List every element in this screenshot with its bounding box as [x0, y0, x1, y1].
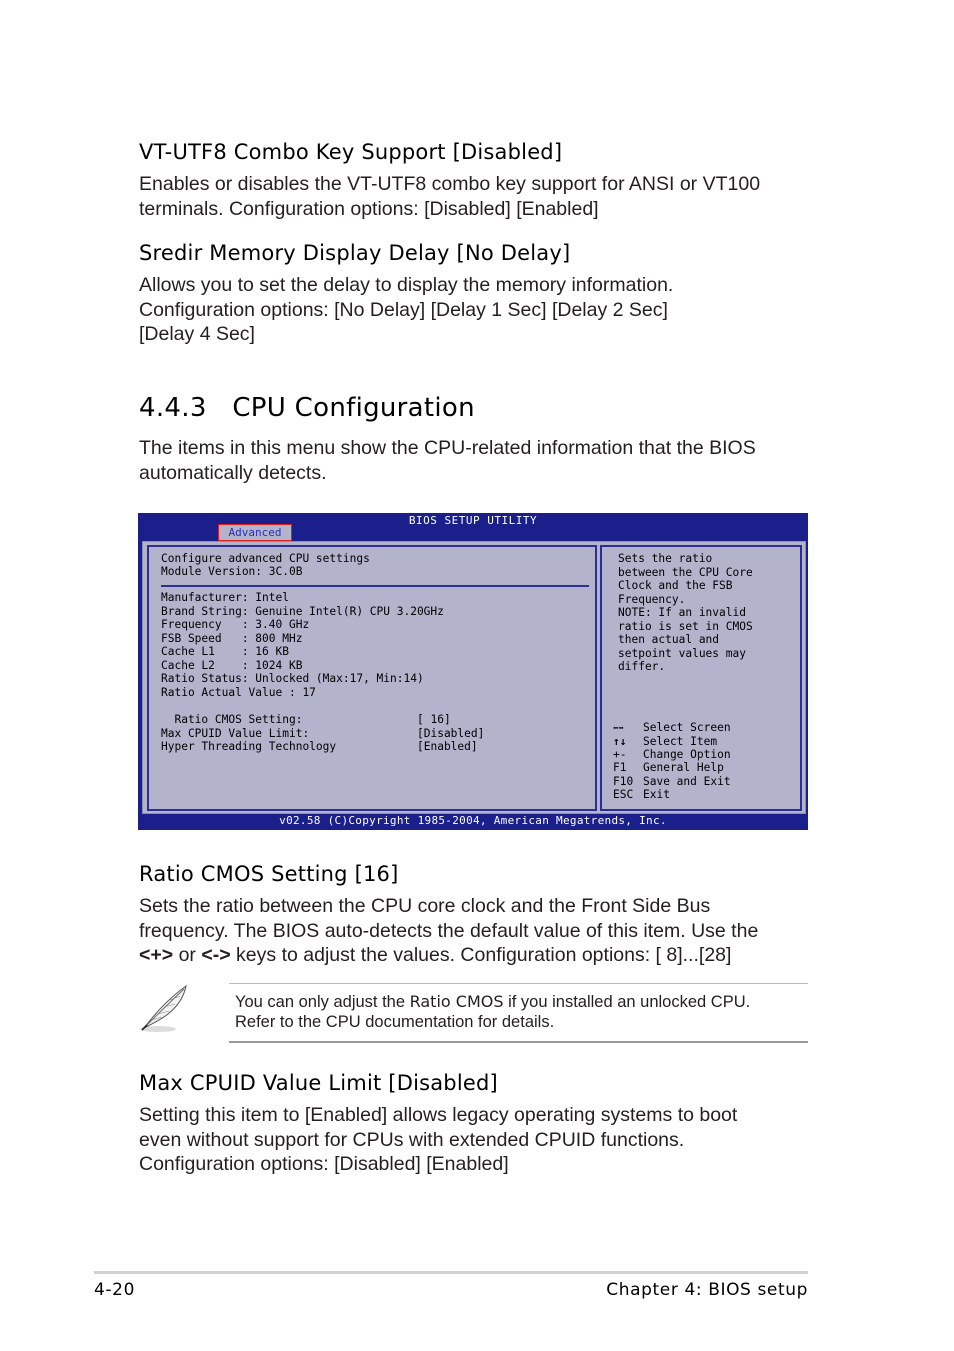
key-hint-select-item: [613, 735, 717, 748]
section-heading-max-cpuid: Max CPUID Value Limit [Disabled]: [139, 1071, 498, 1095]
bios-info-line: Ratio Status: Unlocked (Max:17, Min:14): [161, 672, 424, 685]
section-body-max-cpuid: [139, 1103, 737, 1177]
section-heading-ratio-cmos: Ratio CMOS Setting [16]: [139, 862, 399, 886]
bios-footer: v02.58 (C)Copyright 1985-2004, American Megatrends, Inc.: [279, 814, 667, 827]
text-line: [139, 943, 758, 968]
note-top-rule: [229, 983, 808, 984]
key-label: ESC: [613, 788, 634, 801]
key-hint-text: General Help: [643, 761, 724, 774]
section-heading-sredir: Sredir Memory Display Delay [No Delay]: [139, 241, 571, 265]
setting-max-cpuid-value[interactable]: [Disabled]: [417, 726, 485, 740]
key-hint-text: Select Screen: [643, 721, 731, 734]
text-line: [Delay 4 Sec]: [139, 323, 255, 345]
text-line: Allows you to set the delay to display the memory information.: [139, 274, 674, 296]
footer-rule: [94, 1271, 808, 1274]
key-label: F1: [613, 761, 627, 774]
text-line: terminals. Configuration options: [Disabled] [Enabled]: [139, 197, 599, 220]
key-hint-select-screen: [613, 721, 731, 736]
help-line: Frequency.: [618, 592, 686, 606]
help-line: NOTE: If an invalid: [618, 606, 746, 619]
bios-info-line: Cache L2 : 1024 KB: [161, 658, 303, 672]
section-body-sredir: [139, 273, 673, 347]
bios-info-line: Manufacturer: Intel: [161, 591, 289, 604]
setting-hyper-threading-value[interactable]: [Enabled]: [417, 740, 478, 753]
help-line: then actual and: [618, 633, 720, 646]
key-hint-text: Select Item: [643, 735, 718, 748]
help-line: Clock and the FSB: [618, 579, 733, 592]
bios-panel: [142, 541, 806, 814]
bios-info-line: Brand String: Genuine Intel(R) CPU 3.20GHz: [161, 604, 444, 618]
bios-main-pane: [147, 545, 597, 811]
up-down-arrows-icon: ↑↓: [613, 735, 627, 748]
key-hint-general-help: [613, 761, 724, 774]
section-body-vt-utf8: [139, 172, 760, 221]
bios-info-line: Ratio Actual Value : 17: [161, 685, 316, 699]
text-line: Enables or disables the VT-UTF8 combo key support for ANSI or VT100: [139, 173, 761, 195]
section-body-cpu-configuration: [139, 436, 756, 485]
text-or: or: [173, 944, 202, 966]
text-rest: keys to adjust the values. Configuration options: [ 8]...[28]: [230, 944, 732, 966]
note-line-1: [235, 991, 750, 1013]
text-line: Setting this item to [Enabled] allows legacy operating systems to boot: [139, 1104, 738, 1126]
bios-header-line: Module Version: 3C.0B: [161, 565, 303, 578]
bios-separator: [161, 585, 589, 587]
note-line-2: Refer to the CPU documentation for details.: [235, 1013, 555, 1031]
setting-ratio-cmos-label[interactable]: Ratio CMOS Setting:: [161, 713, 303, 726]
section-heading-vt-utf8: VT-UTF8 Combo Key Support [Disabled]: [139, 140, 563, 164]
text-line: Sets the ratio between the CPU core clock and the Front Side Bus: [139, 895, 711, 917]
text-line: Configuration options: [No Delay] [Delay 1 Sec] [Delay 2 Sec]: [139, 298, 668, 321]
bios-help-pane: [600, 545, 802, 811]
key-label: F10: [613, 774, 634, 788]
setting-max-cpuid-label[interactable]: Max CPUID Value Limit:: [161, 726, 310, 740]
left-right-arrows-icon: ⬅➡: [613, 724, 624, 734]
key-hint-save-exit: [613, 775, 731, 788]
help-line: differ.: [618, 660, 666, 673]
help-line: ratio is set in CMOS: [618, 619, 753, 633]
bios-info-line: FSB Speed : 800 MHz: [161, 631, 303, 645]
key-label: +-: [613, 748, 627, 761]
bios-info-line: Cache L1 : 16 KB: [161, 645, 289, 658]
note-highlight: Ratio CMOS: [409, 992, 504, 1011]
key-hint-change-option: [613, 748, 731, 761]
help-line: setpoint values may: [618, 646, 746, 660]
text-line: Configuration options: [Disabled] [Enabled]: [139, 1153, 509, 1175]
help-line: Sets the ratio: [618, 552, 713, 565]
text-line: frequency. The BIOS auto-detects the default value of this item. Use the: [139, 919, 759, 942]
key-plus: <+>: [139, 944, 174, 966]
key-hint-text: Save and Exit: [643, 774, 731, 788]
text-line: even without support for CPUs with extended CPUID functions.: [139, 1128, 685, 1151]
key-hint-text: Exit: [643, 788, 670, 801]
key-hint-exit: [613, 788, 670, 801]
bios-screenshot: [138, 513, 808, 830]
tab-advanced[interactable]: Advanced: [218, 524, 292, 541]
setting-ratio-cmos-value[interactable]: [ 16]: [417, 713, 451, 726]
key-minus: <->: [201, 944, 231, 966]
page-number: 4-20: [94, 1280, 135, 1300]
text-line: automatically detects.: [139, 461, 327, 484]
bios-info-line: Frequency : 3.40 GHz: [161, 618, 310, 631]
section-body-ratio-cmos: [139, 894, 758, 968]
key-hint-text: Change Option: [643, 748, 731, 761]
note-text: You can only adjust the: [235, 993, 410, 1011]
note-bottom-rule: [229, 1041, 808, 1043]
note-text: if you installed an unlocked CPU.: [503, 993, 751, 1011]
chapter-title: Chapter 4: BIOS setup: [606, 1280, 808, 1300]
setting-hyper-threading-label[interactable]: Hyper Threading Technology: [161, 740, 337, 753]
help-line: between the CPU Core: [618, 565, 753, 579]
feather-pen-icon: [138, 982, 192, 1036]
text-line: The items in this menu show the CPU-related information that the BIOS: [139, 437, 756, 459]
bios-header-line: Configure advanced CPU settings: [161, 552, 370, 565]
bios-title: BIOS SETUP UTILITY: [408, 514, 538, 527]
section-heading-cpu-configuration: 4.4.3 CPU Configuration: [139, 393, 475, 423]
